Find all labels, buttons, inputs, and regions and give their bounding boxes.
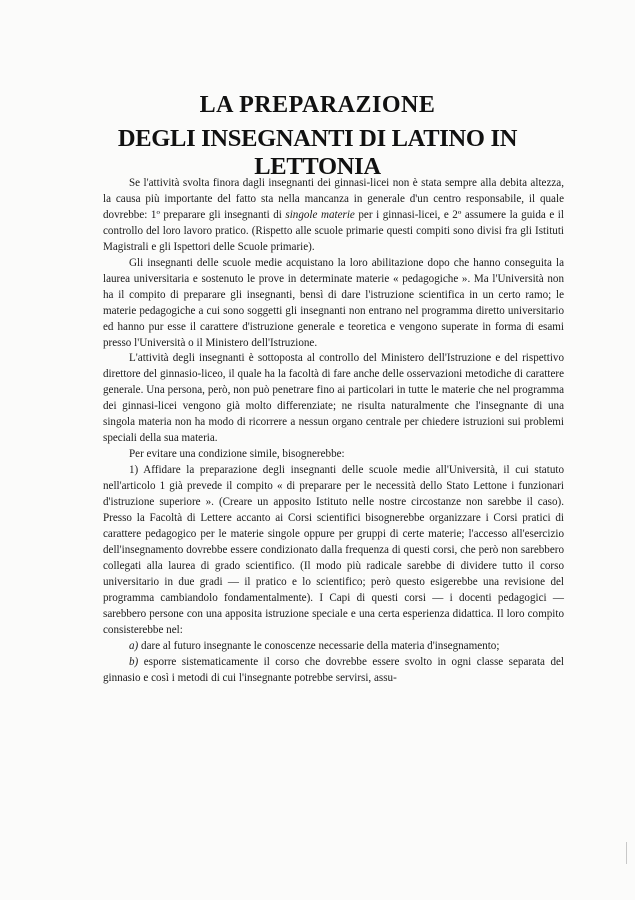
list-item-a [103,639,564,655]
paragraph-1-italic: singole materie [285,208,355,221]
list-item-b [103,655,564,687]
paragraph-1 [103,176,564,256]
paragraph-5: 1) Affidare la preparazione degli insegnanti delle scuole medie all'Università, il cui statuto nell'articolo 1 già prevede il compito « di preparare per le necessità dello Stato Lettone i funzionari d'istruzione superiore ». (Creare un apposito Istituto nelle nostre circostanze non sarebbe il caso). Presso la Facoltà di Lettere accanto ai Corsi scientifici bisognerebbe organizzare i Corsi pratici di carattere pedagogico per le materie singole oppure per gruppi di certe materie; l'accesso all'esercizio dell'insegnamento dovrebbe essere condizionato dalla frequenza di questi corsi, che però non sarebbero collegati alla laurea di grado scientifico. (Il modo più radicale sarebbe di dividere tutto il corso universitario in due gradi — il pratico e lo scientifico; però questo esigerebbe una revisione del programma cambiandolo fondamentalmente). I Capi di questi corsi — i docenti pedagogici — sarebbero persone con una apposita istruzione speciale e una certa esperienza didattica. Il loro compito consisterebbe nel: [103,464,564,636]
article-body [103,176,564,687]
paragraph-1-text-c: per i ginnasi-licei, e 2º assumere la guida e il controllo del loro lavoro pratico. (Rispetto alle scuole primarie questi compiti sono divisi fra gli Istituti Magistrali e gli Ispettori delle Scuole primarie). [103,208,564,253]
list-item-a-label: a) [129,639,139,652]
list-item-b-text: esporre sistematicamente il corso che dovrebbe essere svolto in ogni classe separata del ginnasio e così i metodi di cui l'insegnante potrebbe servirsi, assu- [103,655,564,684]
title-line-2: DEGLI INSEGNANTI DI LATINO IN LETTONIA [117,125,518,180]
paragraph-4: Per evitare una condizione simile, bisognerebbe: [129,448,345,461]
list-item-a-text: dare al futuro insegnante le conoscenze necessarie della materia d'insegnamento; [138,639,500,652]
paragraph-3: L'attività degli insegnanti è sottoposta al controllo del Ministero dell'Istruzione e del rispettivo direttore del ginnasio-liceo, il quale ha la facoltà di fare anche delle osservazioni metodiche di carattere generale. Una persona, però, non può penetrare fino ai particolari in tutte le materie che nel programma dei ginnasi-licei vengono già molto differenziate; ne risulta naturalmente che l'insegnante di una singola materia non ha modo di ricorrere a nessun organo centrale per chiedere istruzioni sui problemi speciali della sua materia. [103,352,564,445]
paragraph-1-text-a: Se l'attività svolta finora dagli insegnanti dei ginnasi-licei non è stata sempre alla debita altezza, la causa più importante del fatto sta nella mancanza in generale d'un centro responsabile, il quale dovrebbe: 1º preparare gli insegnanti di [103,177,564,221]
list-item-b-label: b) [129,655,139,668]
paragraph-2: Gli insegnanti delle scuole medie acquistano la loro abilitazione dopo che hanno conseguita la laurea universitaria e sostenuto le prove in determinate materie « pedagogiche ». Ma l'Università non ha il compito di preparare gli insegnanti, bensì di dare l'istruzione scientifica in un certo ramo; le materie pedagogiche a cui sono soggetti gli insegnanti non entrano nel programma diretto universitario ed hanno pur esse il carattere d'istruzione generale e teoretica e vengono superate in forma di esami presso l'Università o il Ministero dell'Istruzione. [103,256,564,349]
title-line-1: LA PREPARAZIONE [199,92,436,118]
scan-edge-mark [626,842,627,864]
